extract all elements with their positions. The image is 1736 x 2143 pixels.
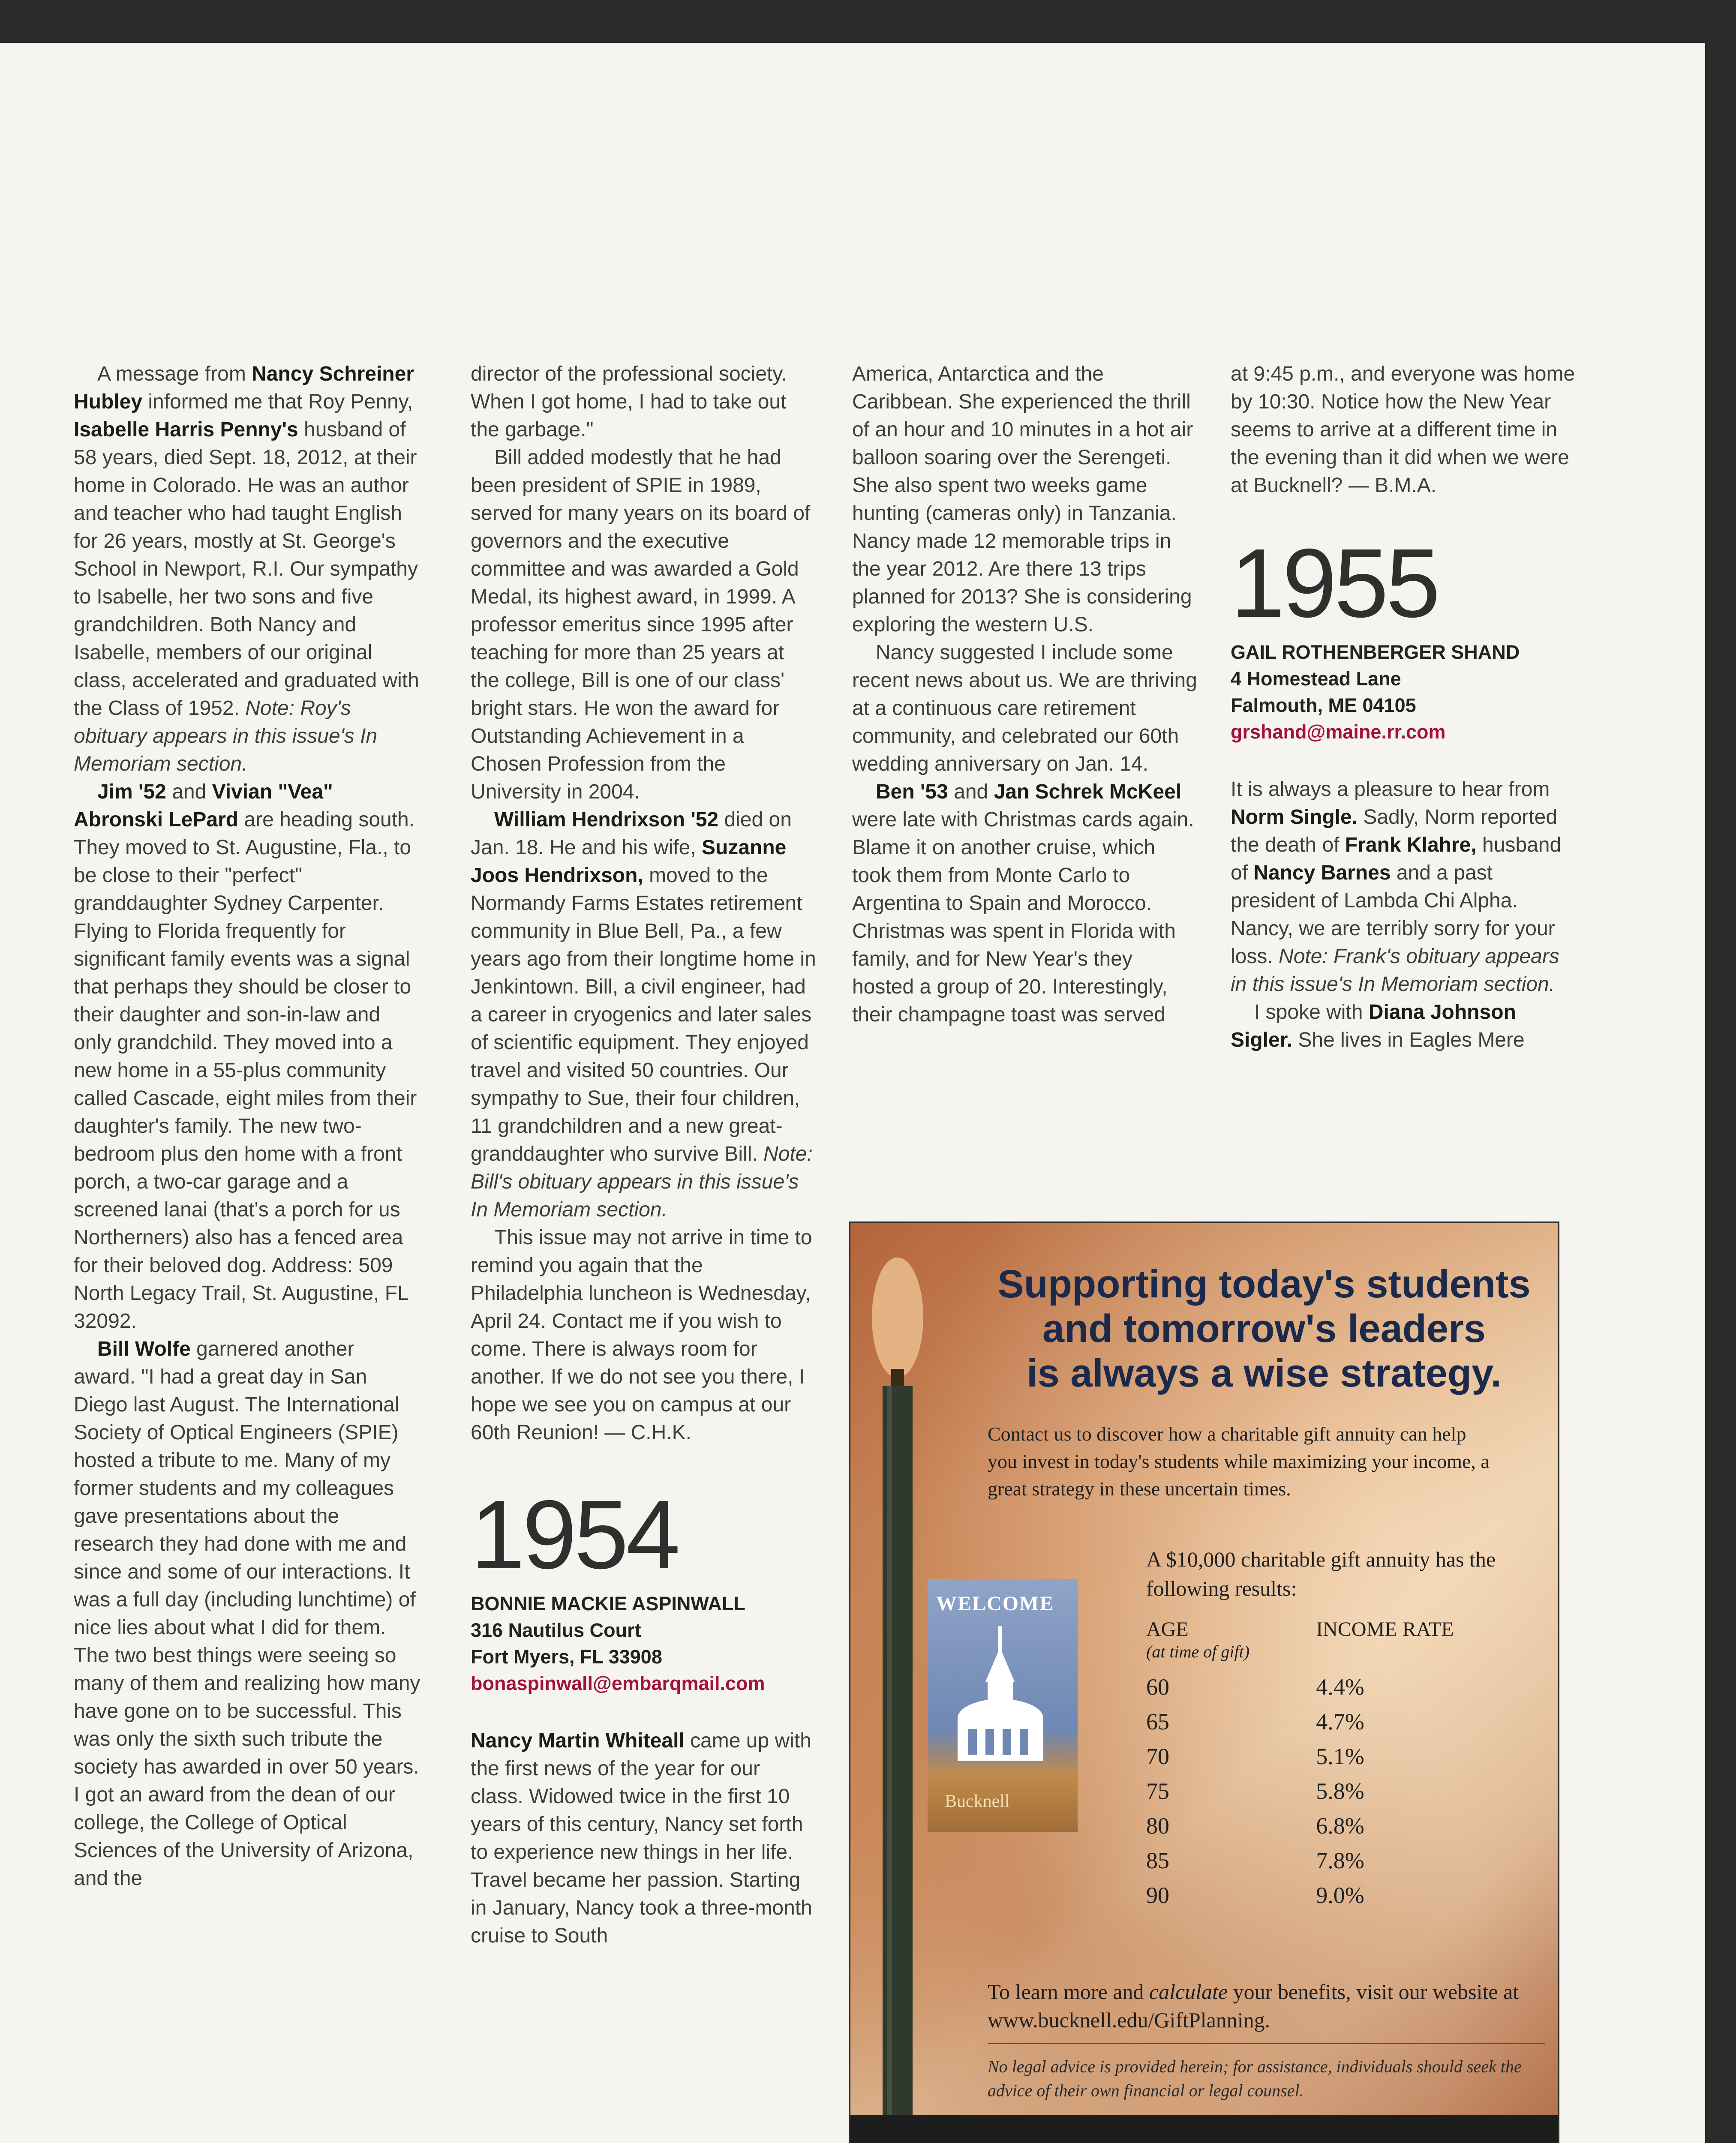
learn-more-text: To learn more and calculate your benefits, visit our website at www.bucknell.edu/GiftPlanning. (988, 1978, 1545, 2044)
reporter-name: GAIL ROTHENBERGER SHAND (1231, 641, 1520, 663)
table-row: 80 6.8% (1146, 1813, 1364, 1839)
paragraph: A message from Nancy Schreiner Hubley informed me that Roy Penny, Isabelle Harris Penny's husband of 58 years, died Sept. 18, 2012, at their home in Colorado. He was an author and teacher who had taught English for 26 years, mostly at St. George's School in Newport, R.I. Our sympathy to Isabelle, her two sons and five grandchildren. Both Nancy and Isabelle, members of our original class, accelerated and graduated with the Class of 1952. Note: Roy's obituary appears in this issue's In Memoriam section. (74, 363, 419, 775)
column-4 (1231, 360, 1578, 1054)
paragraph: Ben '53 and Jan Schrek McKeel were late with Christmas cards again. Blame it on another cruise, which took them from Monte Carlo to Argentina to Spain and Morocco. Christmas was spent in Florida with family, and for New Year's they hosted a group of 20. Interestingly, their champagne toast was served (852, 780, 1194, 1026)
building-cupola-icon (945, 1626, 1056, 1768)
welcome-banner-image (928, 1579, 1078, 1832)
ad-contact-footer (850, 2115, 1558, 2143)
paragraph: at 9:45 p.m., and everyone was home by 10:30. Notice how the New Year seems to arrive at a different time in the evening than it did when we were at Bucknell? — B.M.A. (1231, 363, 1575, 497)
table-row: 85 7.8% (1146, 1848, 1364, 1873)
column-2 (471, 360, 818, 1950)
reporter-email-link[interactable]: grshand@maine.rr.com (1231, 721, 1446, 743)
annuity-description: A $10,000 charitable gift annuity has the following results: (1146, 1547, 1496, 1600)
magazine-page (0, 43, 1705, 2143)
class-reporter-contact (471, 1591, 818, 1697)
paragraph: Jim '52 and Vivian "Vea" Abronski LePard are heading south. They moved to St. Augustine, Fla., to be close to their "perfect" granddaughter Sydney Carpenter. Flying to Florida frequently for significant family events was a signal that perhaps they should be closer to their daughter and son-in-law and only grandchild. They moved into a new home in a 55-plus community called Cascade, eight miles from their daughter's family. The new two-bedroom plus den home with a front porch, a two-car garage and a screened lanai (that's a porch for us Northerners) also has a fenced area for their beloved dog. Address: 509 North Legacy Trail, St. Augustine, FL 32092. (74, 780, 417, 1333)
paragraph: Nancy suggested I include some recent news about us. We are thriving at a continuous care retirement community, and celebrated our 60th wedding anniversary on Jan. 14. (852, 641, 1197, 775)
paragraph: William Hendrixson '52 died on Jan. 18. He and his wife, Suzanne Joos Hendrixson, moved to the Normandy Farms Estates retirement community in Blue Bell, Pa., a few years ago from their longtime home in Jenkintown. Bill, a civil engineer, had a career in cryogenics and later sales of scientific equipment. They enjoyed travel and visited 50 countries. Our sympathy to Sue, their four children, 11 grandchildren and a new great-granddaughter who survive Bill. Note: Bill's obituary appears in this issue's In Memoriam section. (471, 808, 816, 1221)
class-year-heading: 1954 (471, 1480, 678, 1589)
reporter-email-link[interactable]: bonaspinwall@embarqmail.com (471, 1672, 765, 1694)
reporter-street: 4 Homestead Lane (1231, 668, 1401, 690)
paragraph: Bill Wolfe garnered another award. "I had a great day in San Diego last August. The International Society of Optical Engineers (SPIE) hosted a tribute to me. Many of my former students and my colleagues gave presentations about the research they had done with me and since and some of our interactions. It was a full day (including lunchtime) of nice lies about what I did for them. The two best things were seeing so many of them and realizing how many have gone on to be successful. This was only the sixth such tribute the society has awarded in over 50 years. I got an award from the dean of our college, the College of Optical Sciences of the University of Arizona, and the (74, 1338, 420, 1890)
reporter-street: 316 Nautilus Court (471, 1619, 641, 1641)
legal-disclaimer: No legal advice is provided herein; for assistance, individuals should seek the advice of their own financial or legal counsel. (988, 2057, 1522, 2100)
ad-intro-text: Contact us to discover how a charitable gift annuity can help you invest in today's students while maximizing your income, a great strategy in these uncertain times. (988, 1423, 1490, 1500)
table-row: 70 5.1% (1146, 1744, 1364, 1769)
paragraph: I spoke with Diana Johnson Sigler. She lives in Eagles Mere (1231, 1001, 1525, 1051)
column-header-rate: INCOME RATE (1316, 1618, 1454, 1641)
reporter-city: Falmouth, ME 04105 (1231, 694, 1416, 716)
ad-headline: Supporting today's students and tomorrow's leaders is always a wise strategy. (997, 1262, 1531, 1395)
reporter-city: Fort Myers, FL 33908 (471, 1646, 662, 1668)
banner-bucknell-text: Bucknell (945, 1792, 1010, 1811)
column-3 (852, 360, 1199, 1029)
table-row: 90 9.0% (1146, 1882, 1364, 1908)
column-1 (74, 360, 421, 1892)
gift-planning-advertisement (849, 1222, 1559, 2143)
table-row: 60 4.4% (1146, 1674, 1364, 1700)
table-row: 75 5.8% (1146, 1778, 1364, 1804)
paragraph: It is always a pleasure to hear from Norm Single. Sadly, Norm reported the death of Frank Klahre, husband of Nancy Barnes and a past president of Lambda Chi Alpha. Nancy, we are terribly sorry for your loss. Note: Frank's obituary appears in this issue's In Memoriam section. (1231, 778, 1562, 996)
paragraph: Nancy Martin Whiteall came up with the first news of the year for our class. Widowed twice in the first 10 years of this century, Nancy set forth to experience new things in her life. Travel became her passion. Starting in January, Nancy took a three-month cruise to South (471, 1729, 812, 1947)
paragraph: This issue may not arrive in time to remind you again that the Philadelphia luncheon is Wednesday, April 24. Contact me if you wish to come. There is always room for another. If we do not see you there, I hope we see you on campus at our 60th Reunion! — C.H.K. (471, 1226, 812, 1444)
class-reporter-contact (1231, 639, 1578, 745)
banner-welcome-text: WELCOME (936, 1592, 1054, 1615)
table-row: 65 4.7% (1146, 1709, 1364, 1735)
reporter-name: BONNIE MACKIE ASPINWALL (471, 1593, 745, 1615)
column-header-age: AGE (at time of gift) (1146, 1618, 1250, 1661)
lamp-post-illustration (868, 1240, 928, 2119)
paragraph: Bill added modestly that he had been president of SPIE in 1989, served for many years on its board of governors and the executive committee and was awarded a Gold Medal, its highest award, in 1999. A professor emeritus since 1995 after teaching for more than 25 years at the college, Bill is one of our class' bright stars. He won the award for Outstanding Achievement in a Chosen Profession from the University in 2004. (471, 446, 811, 803)
annuity-rate-table (1146, 1618, 1532, 1913)
paragraph: director of the professional society. When I got home, I had to take out the garbage." (471, 363, 787, 441)
paragraph: America, Antarctica and the Caribbean. She experienced the thrill of an hour and 10 minutes in a hot air balloon soaring over the Serengeti. She also spent two weeks game hunting (cameras only) in Tanzania. Nancy made 12 memorable trips in the year 2012. Are there 13 trips planned for 2013? She is considering exploring the western U.S. (852, 363, 1193, 636)
class-year-heading: 1955 (1231, 529, 1438, 638)
